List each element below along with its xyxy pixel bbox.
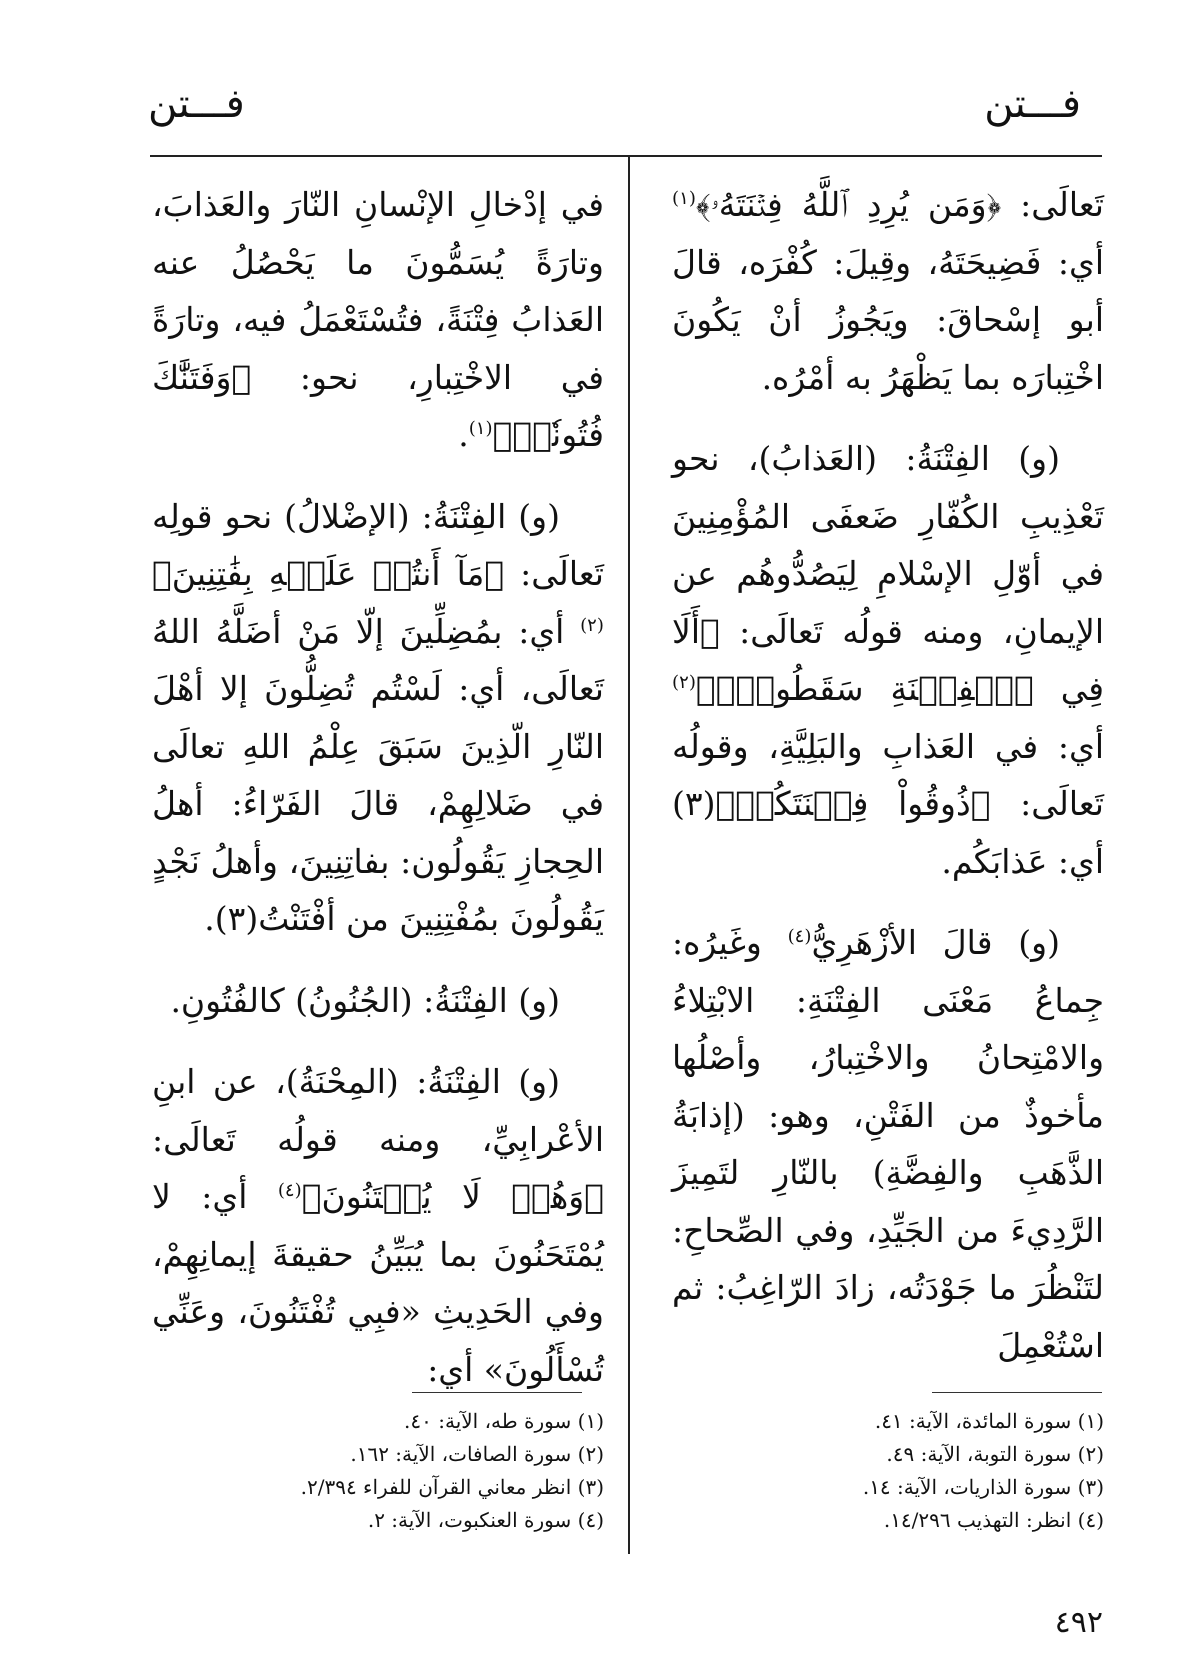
page-number: ٤٩٢ [1054, 1605, 1103, 1640]
footnote: (٢) سورة التوبة، الآية: ٤٩. [886, 1442, 1104, 1466]
paragraph: (و) قالَ الأزْهَرِيُّ$^{(٤)}$ وغَيرُه: جِماعُ مَعْنَى الفِتْنَةِ: الابْتِلاءُ والامْتِحانُ والاخْتِبارُ، وأصْلُها مأخوذٌ من الفَتْنِ، وهو: (إذابَةُ الذَّهَبِ والفِضَّةِ) بالنّارِ لتَمِيزَ الرَّدِيءَ من الجَيِّدِ، وفي الصِّحاحِ: لتَنْظُرَ ما جَوْدَتُه، زادَ الرّاغِبُ: ثم اسْتُعْمِلَ [672, 923, 1104, 1365]
footnote: (٣) سورة الذاريات، الآية: ١٤. [862, 1475, 1104, 1499]
footnote-ref: (٤) [787, 926, 812, 947]
footnote: (١) سورة المائدة، الآية: ٤١. [874, 1409, 1104, 1433]
footnote-ref: (٢) [672, 672, 696, 693]
paragraph: (و) الفِتْنَةُ: (العَذابُ)، نحو تَعْذِيبِ الكُفّارِ ضَعفَى المُؤْمِنِينَ في أوّلِ الإسْلامِ لِيَصُدُّوهُم عن الإيمانِ، ومنه قولُه تَعالَى: ﴿أَلَا فِي ٱلۡفِتۡنَةِ سَقَطُواْۗ﴾$^{(٢)}$ أي: في العَذابِ والبَلِيَّةِ، وقولُه تَعالَى: ﴿ذُوقُواْ فِتۡنَتَكُمۡ﴾(٣) أي: عَذابَكُم. [672, 439, 1104, 881]
footnote: (١) سورة طه، الآية: ٤٠. [404, 1409, 604, 1433]
footnotes-left [240, 1405, 604, 1537]
paragraph: (و) الفِتْنَةُ: (الجُنُونُ) كالفُتُونِ. [170, 980, 560, 1020]
footnote: (٤) سورة العنكبوت، الآية: ٢. [367, 1508, 604, 1532]
paragraph: تَعالَى: ﴿وَمَن يُرِدِ ٱللَّهُ فِتۡنَتَهُۥ﴾$^{(١)}$ أي: فَضِيحَتَهُ، وقِيلَ: كُفْرَه، قالَ أبو إسْحاقَ: ويَجُوزُ أنْ يَكُونَ اخْتِبارَه بما يَظْهَرُ به أمْرُه. [672, 185, 1104, 397]
column-divider [628, 156, 630, 1554]
footnote-rule-right [932, 1392, 1102, 1393]
header-rule [150, 155, 1102, 157]
footnote-ref: (١) [672, 188, 696, 209]
footnote: (٤) انظر: التهذيب ١٤/٢٩٦. [883, 1508, 1104, 1532]
footnote: (٣) انظر معاني القرآن للفراء ٢/٣٩٤. [300, 1475, 604, 1499]
footnote-ref: (٤) [277, 1180, 302, 1201]
footnote-rule-left [412, 1392, 582, 1393]
paragraph: (و) الفِتْنَةُ: (الإضْلالُ) نحو قولِه تَعالَى: ﴿مَآ أَنتُمۡ عَلَيۡهِ بِفَٰتِنِينَ﴾$^{(٢)}$ أي: بمُضِلِّينَ إلّا مَنْ أضَلَّهُ اللهُ تَعالَى، أي: لَسْتُم تُضِلُّونَ إلا أهْلَ النّارِ الّذِينَ سَبَقَ عِلْمُ اللهِ تعالَى في ضَلالِهِمْ، قالَ الفَرّاءُ: أهلُ الحِجازِ يَقُولُون: بفاتِنِينَ، وأهلُ نَجْدٍ يَقُولُونَ بمُفْتِنِينَ من أفْتَنْتُ(٣). [152, 496, 604, 938]
paragraph: (و) الفِتْنَةُ: (المِحْنَةُ)، عن ابنِ الأعْرابِيِّ، ومنه قولُه تَعالَى: ﴿وَهُمۡ لَا يُفۡتَنُونَ﴾$^{(٤)}$ أي: لا يُمْتَحَنُونَ بما يُبَيِّنُ حقيقةَ إيمانِهِمْ، وفي الحَدِيثِ «فبِي تُفْتَنُونَ، وعَنِّي تُسْأَلُونَ» أي: [152, 1062, 605, 1389]
right-column [672, 176, 1104, 1374]
paragraph: في إدْخالِ الإنْسانِ النّارَ والعَذابَ، وتارَةً يُسَمُّونَ ما يَحْصُلُ عنه العَذابُ فِتْنَةً، فتُسْتَعْمَلُ فيه، وتارَةً في الاخْتِبارِ، نحو: ﴿وَفَتَنَّٰكَ فُتُونٗاۚ﴾$^{(١)}$. [152, 185, 604, 454]
footnote: (٢) سورة الصافات، الآية: ١٦٢. [350, 1442, 604, 1466]
footnotes-right [760, 1405, 1104, 1537]
left-column [152, 176, 604, 1398]
running-header-right: فـــتن [984, 81, 1081, 127]
running-header-left: فـــتن [148, 81, 245, 127]
footnote-ref: (٢) [580, 614, 604, 636]
footnote-ref: (١) [468, 418, 493, 439]
